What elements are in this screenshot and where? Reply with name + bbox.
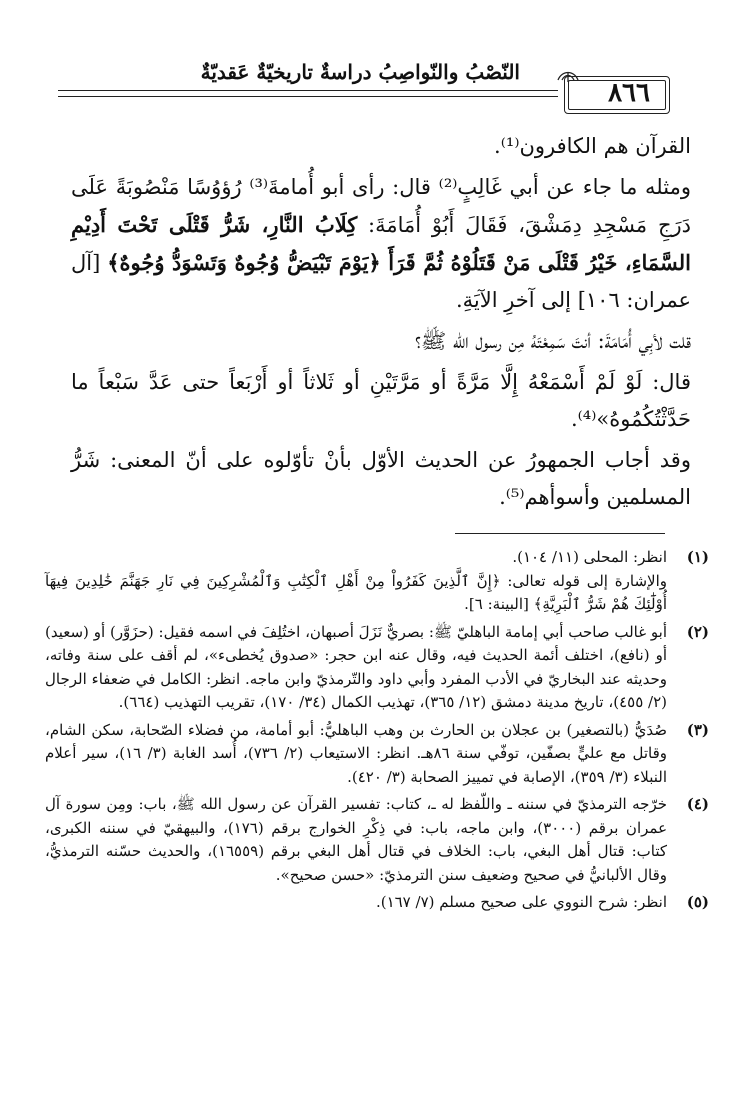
footnote-number: (٥)	[686, 893, 709, 911]
paragraph: قال: لَوْ لَمْ أَسْمَعْهُ إِلَّا مَرَّةً أو مَرَّتَيْنِ أو ثَلاثاً أو أَرْبَعاً حتى عَدَّ سَبْعاً ما حَدَّثْتُكُمُوهُ»⁽⁴⁾.	[71, 370, 691, 431]
page-number: ٨٦٦	[608, 78, 650, 108]
footnote-text: خرّجه الترمذيّ في سننه ـ واللّفظ له ـ، كتاب: تفسير القرآن عن رسول الله ﷺ، باب: ومِن سورة آل عمران برقم (٣٠٠٠)، وابن ماجه، باب: في ذِكْرِ الخوارج برقم (١٧٦)، والبيهقيّ في سننه الكبرى، كتاب: قتال أهل البغي، باب: الخلاف في قتال أهل البغي برقم (١٦٥٥٩)، والحديث حسّنه الترمذيُّ، وقال الألبانيُّ في صحيح وضعيف سنن الترمذيّ: «حسن صحيح».	[45, 795, 668, 884]
footnote-number: (٤)	[686, 795, 709, 813]
footnote-text: والإشارة إلى قوله تعالى: ﴿إِنَّ ٱلَّذِينَ كَفَرُواْ مِنْ أَهْلِ ٱلْكِتَٰبِ وَٱلْمُشْرِكِينَ فِي نَارِ جَهَنَّمَ خَٰلِدِينَ فِيهَآ أُوْلَٰٓئِكَ هُمْ شَرُّ ٱلْبَرِيَّةِ﴾ [البينة: ٦].	[45, 571, 667, 613]
footnotes	[45, 546, 709, 919]
footnote	[45, 891, 709, 915]
verse-reference: [آل عمران: ١٠٦] إلى آخرِ الآيَةِ.	[71, 251, 691, 312]
footnote-separator	[455, 533, 665, 534]
running-title: النّصْبُ والنّواصِبُ دراسةٌ تاريخيّةٌ عَقديّةٌ	[200, 60, 520, 84]
footnote-number: (٢)	[686, 622, 709, 641]
paragraph: وقد أجاب الجمهورُ عن الحديث الأوّل بأنْ تأوّلوه على أنّ المعنى: شَرُّ المسلمين وأسوأهم⁽⁵⁾.	[71, 448, 691, 509]
paragraph: قلت لأبِي أُمَامَةَ: أنتَ سَمِعْتَهُ مِن رسول الله ﷺ؟	[415, 329, 691, 353]
footnote-text: أبو غالب صاحب أبي إمامة الباهليّ ﷺ: بصريٌّ نَزَلَ أصبهان، اختُلِفَ في اسمه فقيل: (حزَوَّر) أو (سعيد) أو (نافع)، اختلف أئمة الحديث فيه، وقال عنه ابن حجر: «صدوق يُخطىء»، لم أقف على سنة وفاته، وحديثه عند البخاريّ في الأدب المفرد وأبي داود والتّرمذيّ وابن ماجه. انظر: الكامل في ضعفاء الرجال (٢/ ٤٥٥)، تاريخ مدينة دمشق (١٢/ ٣٦٥)، تهذيب الكمال (٣٤/ ١٧٠)، تقريب التهذيب (٦٦٤).	[45, 622, 667, 711]
footnote-number: (٣)	[686, 720, 709, 739]
footnote	[45, 793, 709, 887]
header-rule	[58, 90, 558, 91]
hadith-quote: كِلَابُ النَّارِ، شَرُّ قَتْلَى تَحْتَ أَدِيْمِ السَّمَاءِ، خَيْرُ قَتْلَى مَنْ قَتَلُوْهُ ثُمَّ قَرَأَ ﴿يَوْمَ تَبْيَضُّ وُجُوهٌ وَتَسْوَدُّ وُجُوهٌ﴾	[71, 212, 691, 275]
page-header	[58, 56, 670, 114]
footnote-text: انظر: المحلى (١١/ ١٠٤).	[512, 548, 667, 566]
footnote	[45, 621, 709, 715]
footnote	[45, 719, 709, 790]
paragraph	[71, 169, 691, 319]
header-rule	[58, 96, 558, 97]
main-text	[71, 128, 691, 516]
footnote	[45, 546, 709, 617]
footnote-text: صُدَيُّ (بالتصغير) بن عجلان بن الحارث بن وهب الباهليُّ: أبو أمامة، من فضلاء الصّحابة، سكن الشام، وقاتل مع عليٍّ بصفّين، توفّي سنة ٨٦هـ. انظر: الاستيعاب (٢/ ٧٣٦)، أُسد الغابة (٣/ ١٦)، سير أعلام النبلاء (٣/ ٣٥٩)، الإصابة في تمييز الصحابة (٣/ ٤٢٠).	[45, 720, 667, 786]
footnote-number: (١)	[686, 548, 709, 566]
paragraph: القرآن هم الكافرون⁽¹⁾.	[494, 134, 691, 158]
paragraph-text: ومثله ما جاء عن أبي غَالِبٍ⁽²⁾ قال: رأى أبو أُمامةَ⁽³⁾ رُؤوُسًا مَنْصُوبَةً عَلَى دَرَجِ مَسْجِدِ دِمَشْقَ، فَقَالَ أَبُوْ أُمَامَةَ:	[71, 175, 692, 237]
footnote-text: انظر: شرح النووي على صحيح مسلم (٧/ ١٦٧).	[375, 893, 667, 911]
